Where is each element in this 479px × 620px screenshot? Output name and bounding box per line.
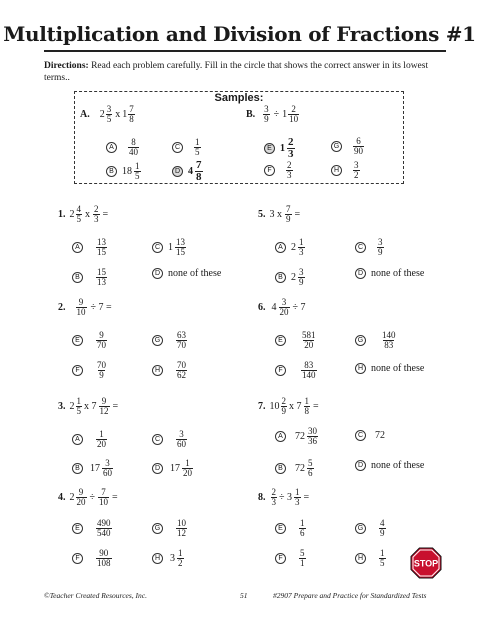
fraction: $\frac{2}{10}$ — [289, 104, 299, 124]
question-number: 7. — [258, 401, 266, 412]
fraction: $\frac{1}{20}$ — [183, 458, 192, 478]
whole: 2 — [69, 492, 75, 503]
question-4 — [58, 488, 118, 507]
q4-choice-h[interactable] — [152, 549, 185, 568]
whole: 2 — [291, 272, 296, 283]
fraction: $\frac{3}{60}$ — [103, 458, 112, 478]
equals: = — [313, 401, 319, 412]
directions — [44, 60, 444, 84]
whole: 2 — [69, 209, 75, 220]
fraction: $\frac{4}{5}$ — [76, 204, 81, 224]
directions-label: Directions: — [44, 61, 89, 71]
answer-bubble[interactable]: A — [72, 434, 83, 445]
whole: 1 — [280, 143, 285, 154]
answer-bubble[interactable]: G — [152, 335, 163, 346]
whole: 1 — [282, 109, 288, 120]
choice-text: none of these — [371, 460, 425, 471]
fraction: $\frac{1}{8}$ — [304, 396, 309, 416]
fraction: $\frac{2}{3}$ — [287, 160, 292, 180]
q1-choice-c[interactable] — [152, 238, 187, 257]
footer-page-number: 51 — [240, 591, 248, 600]
question-1 — [58, 205, 108, 224]
question-8 — [258, 488, 309, 507]
fraction: $\frac{7}{8}$ — [196, 159, 202, 183]
sample-b-choice-g[interactable] — [331, 137, 365, 156]
fraction: $\frac{5}{1}$ — [300, 548, 305, 568]
fraction: $\frac{1}{3}$ — [295, 487, 300, 507]
whole: 4 — [188, 166, 193, 177]
question-6 — [258, 298, 306, 317]
sample-b-choice-e[interactable] — [264, 137, 296, 160]
answer-bubble-filled[interactable]: E — [264, 143, 275, 154]
answer-bubble[interactable]: H — [355, 363, 366, 374]
fraction: $\frac{70}{9}$ — [97, 360, 106, 380]
fraction: $\frac{1}{5}$ — [135, 161, 140, 181]
answer-bubble[interactable]: H — [355, 553, 366, 564]
fraction: $\frac{3}{9}$ — [299, 267, 304, 287]
fraction: $\frac{2}{3}$ — [288, 136, 294, 160]
stop-sign-icon — [410, 547, 442, 579]
question-number: 1. — [58, 209, 66, 220]
answer-bubble[interactable]: A — [72, 242, 83, 253]
q7-choice-a[interactable] — [275, 427, 319, 446]
whole: 2 — [99, 109, 105, 120]
samples-title: Samples: — [214, 92, 264, 104]
question-5 — [258, 205, 300, 224]
fraction: $\frac{3}{5}$ — [106, 104, 112, 124]
question-number: 6. — [258, 302, 266, 313]
operator: ÷ 7 — [292, 302, 306, 313]
q2-choice-f[interactable] — [72, 361, 108, 380]
q3-choice-d[interactable] — [152, 459, 194, 478]
fraction: $\frac{1}{6}$ — [300, 518, 305, 538]
sample-b-label: B. — [246, 109, 256, 120]
q1-choice-d[interactable] — [152, 268, 221, 279]
fraction: $\frac{490}{540}$ — [97, 518, 111, 538]
title-rule — [44, 50, 446, 52]
operator: ÷ — [89, 492, 95, 503]
q1-choice-a[interactable] — [72, 238, 108, 257]
fraction: $\frac{13}{15}$ — [97, 237, 106, 257]
answer-bubble[interactable]: F — [72, 365, 83, 376]
fraction: $\frac{9}{10}$ — [76, 297, 86, 317]
answer-bubble[interactable]: F — [275, 365, 286, 376]
whole: 2 — [291, 242, 296, 253]
answer-bubble[interactable]: E — [275, 335, 286, 346]
answer-bubble[interactable]: G — [355, 523, 366, 534]
q8-choice-g[interactable] — [355, 519, 387, 538]
fraction: $\frac{1}{5}$ — [195, 137, 200, 157]
operator: ÷ 3 — [279, 492, 292, 503]
question-7 — [258, 397, 319, 416]
answer-bubble[interactable]: A — [106, 142, 117, 153]
equals: = — [112, 492, 118, 503]
answer-bubble[interactable]: C — [355, 430, 366, 441]
question-2 — [58, 298, 112, 317]
q5-choice-b[interactable] — [275, 268, 306, 287]
operator: ÷ 7 = — [90, 302, 112, 313]
q1-choice-b[interactable] — [72, 268, 108, 287]
fraction: $\frac{1}{5}$ — [76, 396, 81, 416]
answer-bubble[interactable]: E — [275, 523, 286, 534]
whole: 72 — [295, 431, 305, 442]
answer-bubble[interactable]: B — [72, 463, 83, 474]
q8-choice-e[interactable] — [275, 519, 307, 538]
sample-a-choice-c[interactable] — [172, 138, 202, 157]
answer-bubble[interactable]: B — [275, 463, 286, 474]
equals: = — [102, 209, 109, 220]
q6-choice-g[interactable] — [355, 331, 398, 350]
answer-bubble[interactable]: C — [152, 434, 163, 445]
operator: ÷ — [273, 109, 280, 120]
operator: x — [85, 209, 90, 220]
answer-bubble[interactable]: D — [152, 463, 163, 474]
sample-a-label: A. — [80, 109, 90, 120]
footer-book-title: #2907 Prepare and Practice for Standardized Tests — [273, 591, 427, 600]
fraction: $\frac{3}{9}$ — [378, 237, 383, 257]
fraction: $\frac{10}{12}$ — [177, 518, 186, 538]
q7-choice-b[interactable] — [275, 459, 315, 478]
sample-a-choice-b[interactable] — [106, 162, 142, 181]
stop-sign-text: STOP — [413, 558, 439, 569]
q3-choice-a[interactable] — [72, 430, 108, 449]
whole: 72 — [295, 463, 305, 474]
answer-bubble[interactable]: G — [331, 141, 342, 152]
fraction: $\frac{140}{83}$ — [382, 330, 396, 350]
answer-bubble[interactable]: B — [106, 166, 117, 177]
answer-bubble[interactable]: A — [275, 431, 286, 442]
fraction: $\frac{5}{6}$ — [308, 458, 313, 478]
answer-bubble[interactable]: G — [355, 335, 366, 346]
fraction: $\frac{7}{10}$ — [99, 487, 108, 507]
answer-bubble[interactable]: B — [275, 272, 286, 283]
whole: 4 — [271, 302, 277, 313]
q6-choice-h[interactable] — [355, 363, 424, 374]
whole: 10 — [269, 401, 280, 412]
q2-choice-h[interactable] — [152, 361, 188, 380]
answer-bubble[interactable]: G — [152, 523, 163, 534]
q2-choice-g[interactable] — [152, 331, 188, 350]
fraction: $\frac{83}{140}$ — [302, 360, 316, 380]
fraction: $\frac{3}{2}$ — [354, 160, 359, 180]
q4-choice-f[interactable] — [72, 549, 113, 568]
answer-bubble[interactable]: E — [72, 335, 83, 346]
fraction: $\frac{1}{2}$ — [178, 548, 183, 568]
whole: 1 — [168, 242, 173, 253]
fraction: $\frac{1}{5}$ — [380, 548, 385, 568]
whole: 18 — [122, 166, 132, 177]
fraction: $\frac{4}{9}$ — [380, 518, 385, 538]
answer-bubble[interactable]: E — [72, 523, 83, 534]
choice-text: 72 — [375, 430, 385, 441]
q4-choice-e[interactable] — [72, 519, 113, 538]
q5-choice-d[interactable] — [355, 268, 424, 279]
answer-bubble[interactable]: F — [264, 165, 275, 176]
question-number: 8. — [258, 492, 266, 503]
fraction: $\frac{3}{9}$ — [264, 104, 269, 124]
fraction: $\frac{9}{20}$ — [76, 487, 86, 507]
question-number: 4. — [58, 492, 66, 503]
q3-choice-b[interactable] — [72, 459, 114, 478]
fraction: $\frac{7}{9}$ — [286, 204, 291, 224]
choice-text: none of these — [371, 363, 425, 374]
fraction: $\frac{581}{20}$ — [302, 330, 316, 350]
fraction: $\frac{9}{12}$ — [99, 396, 109, 416]
fraction: $\frac{2}{3}$ — [94, 204, 99, 224]
fraction: $\frac{15}{13}$ — [97, 267, 106, 287]
q6-choice-e[interactable] — [275, 331, 318, 350]
q8-choice-h[interactable] — [355, 549, 387, 568]
q6-choice-f[interactable] — [275, 361, 318, 380]
answer-bubble[interactable]: H — [152, 365, 163, 376]
answer-bubble-filled[interactable]: D — [172, 166, 183, 177]
q7-choice-d[interactable] — [355, 460, 424, 471]
q7-choice-c[interactable] — [355, 430, 385, 441]
fraction: $\frac{3}{60}$ — [177, 429, 186, 449]
answer-bubble[interactable]: F — [275, 553, 286, 564]
choice-text: none of these — [168, 268, 222, 279]
fraction: $\frac{30}{36}$ — [308, 426, 317, 446]
whole: 1 — [122, 109, 128, 120]
answer-bubble[interactable]: H — [331, 165, 342, 176]
sample-b-choice-f[interactable] — [264, 161, 294, 180]
fraction: $\frac{8}{40}$ — [129, 137, 138, 157]
operator: 3 x — [269, 209, 282, 220]
sample-a-choice-d[interactable] — [172, 160, 204, 183]
answer-bubble[interactable]: A — [275, 242, 286, 253]
fraction: $\frac{2}{3}$ — [271, 487, 276, 507]
q8-choice-f[interactable] — [275, 549, 307, 568]
whole: 3 — [170, 553, 175, 564]
fraction: $\frac{3}{20}$ — [279, 297, 289, 317]
footer-copyright: ©Teacher Created Resources, Inc. — [44, 591, 147, 600]
answer-bubble[interactable]: D — [355, 460, 366, 471]
directions-text: Read each problem carefully. Fill in the circle that shows the correct answer in its lowest terms.. — [44, 61, 429, 83]
fraction: $\frac{1}{20}$ — [97, 429, 106, 449]
question-number: 2. — [58, 302, 66, 313]
answer-bubble[interactable]: C — [172, 142, 183, 153]
operator: x 7 — [289, 401, 302, 412]
whole: 17 — [90, 463, 100, 474]
fraction: $\frac{13}{15}$ — [176, 237, 185, 257]
question-number: 5. — [258, 209, 266, 220]
fraction: $\frac{63}{70}$ — [177, 330, 186, 350]
fraction: $\frac{70}{62}$ — [177, 360, 186, 380]
fraction: $\frac{90}{108}$ — [97, 548, 111, 568]
page-title: Multiplication and Division of Fractions #1 — [3, 22, 476, 46]
sample-b-problem — [246, 105, 300, 124]
answer-bubble[interactable]: C — [152, 242, 163, 253]
sample-b-choice-h[interactable] — [331, 161, 361, 180]
sample-a-choice-a[interactable] — [106, 138, 140, 157]
q3-choice-c[interactable] — [152, 430, 188, 449]
equals: = — [112, 401, 119, 412]
fraction: $\frac{1}{3}$ — [299, 237, 304, 257]
question-number: 3. — [58, 401, 66, 412]
q5-choice-a[interactable] — [275, 238, 306, 257]
q2-choice-e[interactable] — [72, 331, 108, 350]
answer-bubble[interactable]: D — [152, 268, 163, 279]
sample-a-problem — [80, 105, 136, 124]
fraction: $\frac{2}{9}$ — [281, 396, 286, 416]
q5-choice-c[interactable] — [355, 238, 385, 257]
fraction: $\frac{7}{8}$ — [129, 104, 134, 124]
operator: x — [115, 109, 121, 120]
whole: 2 — [69, 401, 75, 412]
answer-bubble[interactable]: B — [72, 272, 83, 283]
answer-bubble[interactable]: D — [355, 268, 366, 279]
q4-choice-g[interactable] — [152, 519, 188, 538]
answer-bubble[interactable]: C — [355, 242, 366, 253]
whole: 17 — [170, 463, 180, 474]
question-3 — [58, 397, 118, 416]
answer-bubble[interactable]: H — [152, 553, 163, 564]
answer-bubble[interactable]: F — [72, 553, 83, 564]
equals: = — [294, 209, 301, 220]
fraction: $\frac{6}{90}$ — [354, 136, 363, 156]
choice-text: none of these — [371, 268, 425, 279]
equals: = — [303, 492, 310, 503]
operator: x 7 — [84, 401, 97, 412]
fraction: $\frac{9}{70}$ — [97, 330, 106, 350]
